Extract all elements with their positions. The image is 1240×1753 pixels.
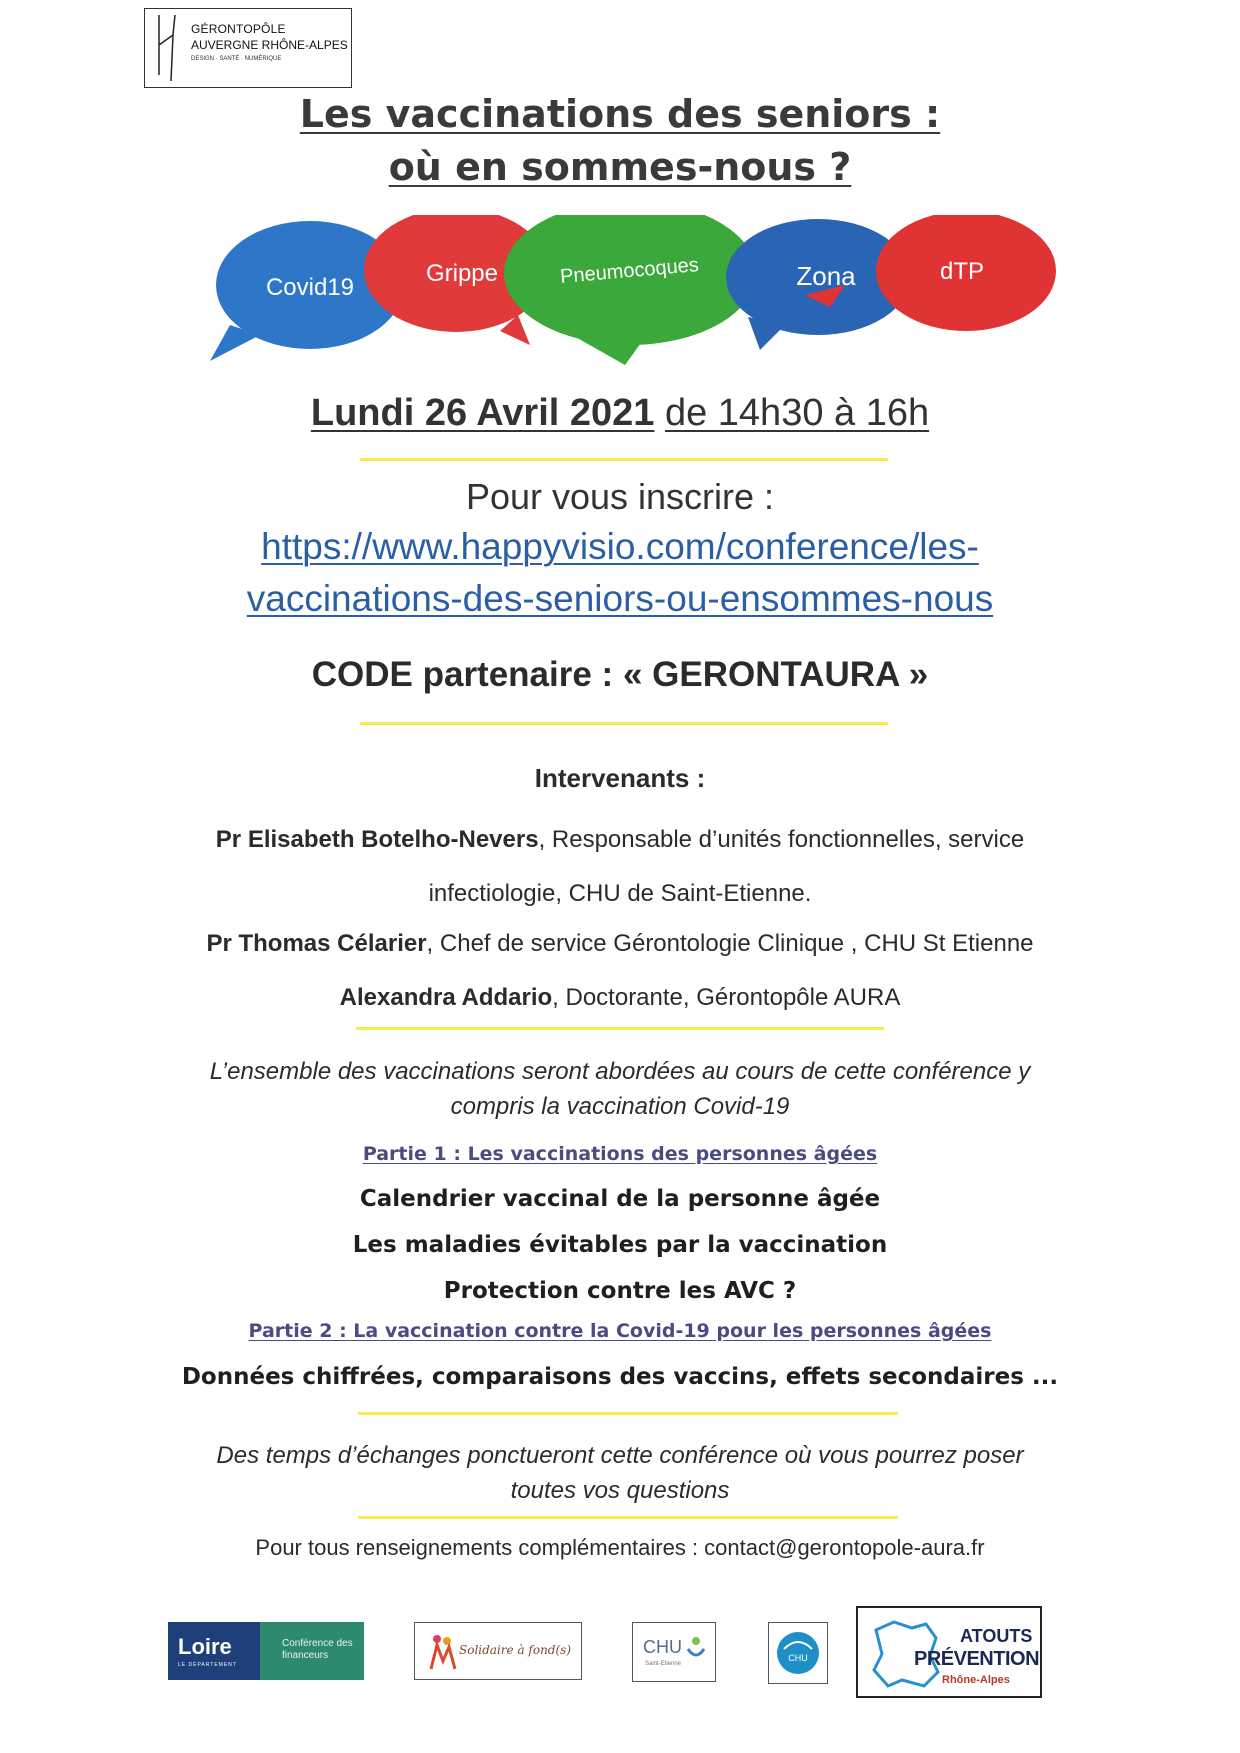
conference-financeurs-label: Conférence des financeurs <box>282 1638 353 1661</box>
gerontopole-mark-icon <box>153 13 183 83</box>
conference-financeurs-panel <box>260 1622 364 1680</box>
speaker-1-role: , Responsable d’unités fonctionnelles, service <box>538 826 1025 853</box>
event-date <box>0 392 1240 435</box>
solidaire-label: Solidaire à fond(s) <box>459 1643 572 1657</box>
bubble-pneumocoques-label: Pneumocoques <box>559 254 700 289</box>
contact-line: Pour tous renseignements complémentaires : contact@gerontopole-aura.fr <box>255 1535 985 1560</box>
chu-circle-icon <box>776 1631 820 1675</box>
bubble-covid19-label: Covid19 <box>265 274 355 301</box>
program-topic1: Calendrier vaccinal de la personne âgée <box>359 1186 881 1212</box>
program-part2: Partie 2 : La vaccination contre la Covid-19 pour les personnes âgées <box>248 1320 992 1342</box>
chu-saint-etienne-logo <box>632 1622 716 1682</box>
bubble-pneumocoques <box>504 215 756 365</box>
separator <box>360 722 888 725</box>
registration-link-line1[interactable]: https://www.happyvisio.com/conference/les- <box>261 526 979 567</box>
logo-line2: AUVERGNE RHÔNE-ALPES <box>191 38 348 52</box>
loire-subtitle: LE DÉPARTEMENT <box>178 1662 237 1668</box>
speakers-heading: Intervenants : <box>534 763 706 793</box>
intro-line1: L’ensemble des vaccinations seront abordées au cours de cette conférence y <box>209 1058 1031 1085</box>
topic-bubbles <box>200 215 1080 375</box>
bubble-zona-label: Zona <box>796 261 856 291</box>
speaker-1-role-cont: infectiologie, CHU de Saint-Etienne. <box>428 880 812 907</box>
chu-subtitle: Saint-Etienne <box>645 1661 682 1667</box>
program-topic4: Données chiffrées, comparaisons des vaccins, effets secondaires ... <box>181 1364 1059 1390</box>
program-topic2: Les maladies évitables par la vaccination <box>352 1232 888 1258</box>
separator <box>360 458 888 461</box>
speaker-1 <box>0 826 1240 854</box>
program-topic3: Protection contre les AVC ? <box>443 1278 797 1304</box>
prevention-title: PRÉVENTION <box>914 1648 1040 1670</box>
speaker-3-role: , Doctorante, Gérontopôle AURA <box>552 984 901 1011</box>
chu-emblem-logo <box>768 1622 828 1684</box>
chu2-label: CHU <box>788 1653 808 1663</box>
closing-line2: toutes vos questions <box>510 1477 730 1504</box>
speaker-2 <box>0 930 1240 958</box>
speaker-2-role: , Chef de service Gérontologie Clinique , CHU St Etienne <box>426 930 1034 957</box>
separator <box>356 1027 884 1030</box>
bubble-dtp-label: dTP <box>939 258 985 285</box>
people-icon <box>427 1631 457 1671</box>
registration-link-line2[interactable]: vaccinations-des-seniors-ou-ensommes-nous <box>246 578 994 619</box>
gerontopole-logo <box>144 8 352 88</box>
speaker-1-name: Pr Elisabeth Botelho-Nevers <box>215 826 539 853</box>
atouts-title: ATOUTS <box>960 1626 1033 1646</box>
bubble-grippe-label: Grippe <box>425 260 499 287</box>
intro-line2: compris la vaccination Covid-19 <box>450 1093 790 1120</box>
loire-logo <box>168 1622 364 1680</box>
speaker-2-name: Pr Thomas Célarier <box>206 930 427 957</box>
page-title-line2: où en sommes-nous ? <box>388 145 852 189</box>
closing-line1: Des temps d’échanges ponctueront cette conférence où vous pourrez poser <box>216 1442 1024 1469</box>
separator <box>358 1516 898 1519</box>
separator <box>358 1412 898 1415</box>
atouts-prevention-logo <box>856 1606 1042 1698</box>
registration-heading: Pour vous inscrire : <box>465 476 775 517</box>
page-title-line1: Les vaccinations des seniors : <box>299 92 941 136</box>
speaker-3 <box>0 984 1240 1012</box>
logo-line1: GÉRONTOPÔLE <box>191 22 286 36</box>
chu-emblem-icon <box>685 1635 707 1661</box>
event-time: de 14h30 à 16h <box>664 392 930 434</box>
speaker-3-name: Alexandra Addario <box>339 984 553 1011</box>
event-day: Lundi 26 Avril 2021 <box>310 392 655 434</box>
program-part1: Partie 1 : Les vaccinations des personnes âgées <box>362 1143 878 1165</box>
logo-tagline: DESIGN · SANTÉ · NUMÉRIQUE <box>191 56 282 62</box>
loire-title: Loire <box>178 1634 232 1659</box>
rhone-alpes-label: Rhône-Alpes <box>942 1674 1010 1686</box>
chu-label: CHU <box>643 1637 682 1657</box>
partner-code: CODE partenaire : « GERONTAURA » <box>311 655 929 694</box>
solidaire-logo <box>414 1622 582 1680</box>
